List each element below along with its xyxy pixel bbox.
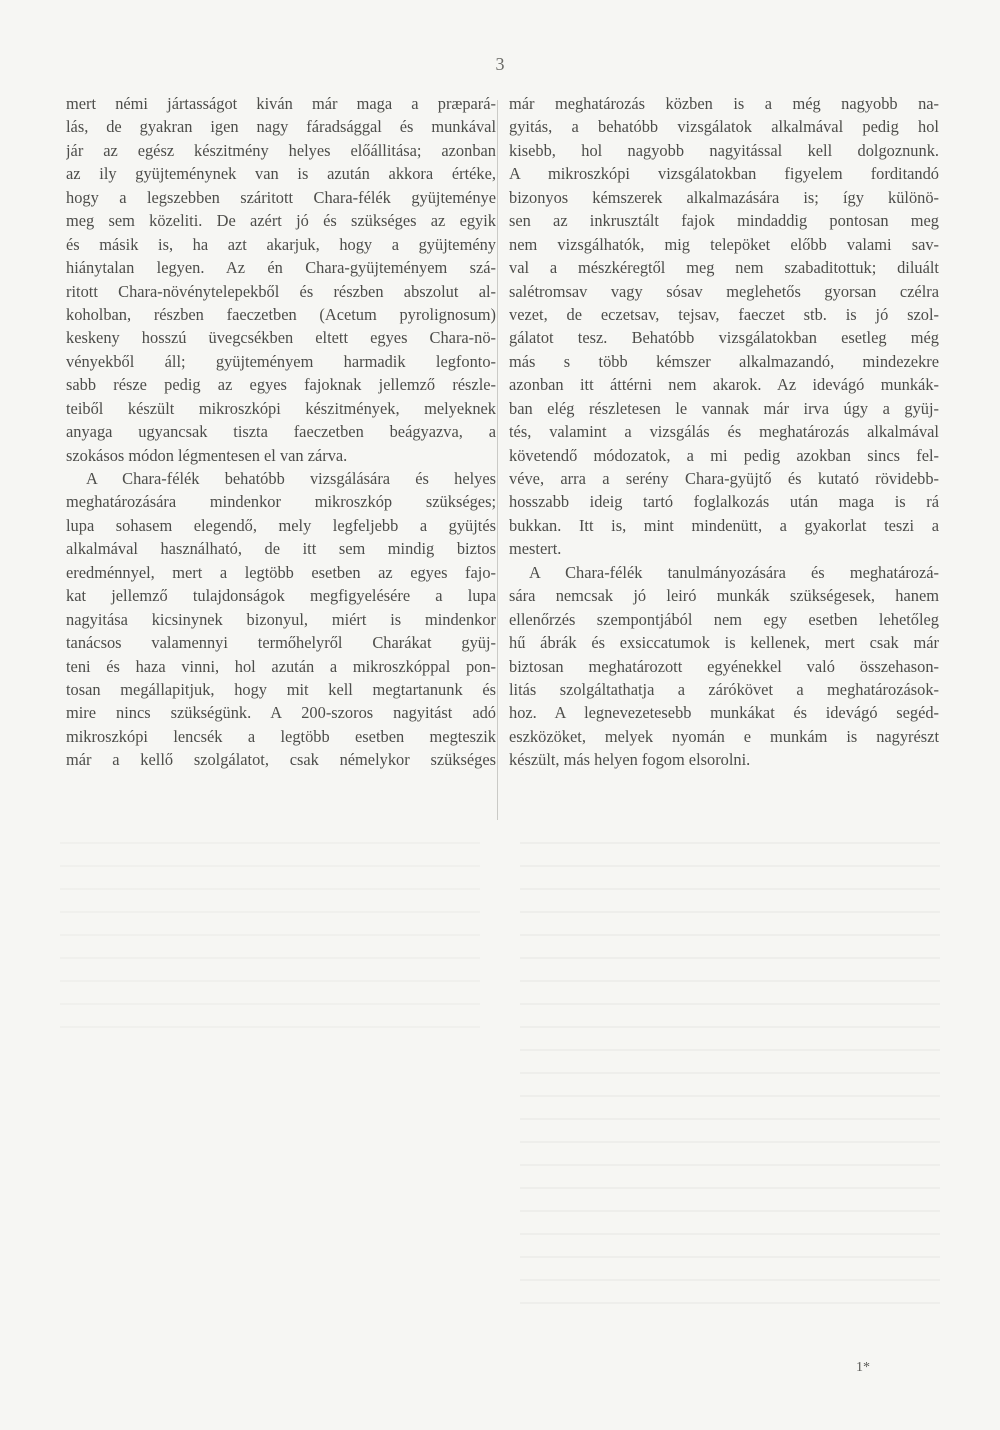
text-line: kat jellemző tulajdonságok megfigyelésére a lupa xyxy=(66,586,496,606)
text-line: A Chara-félék tanulmányozására és meghatározá- xyxy=(529,562,939,582)
text-line: biztosan meghatározott egyénekkel való összehason- xyxy=(509,656,939,676)
text-line: lupa sohasem elegendő, mely legfeljebb a gyüjtés xyxy=(66,515,496,535)
text-line: véve, arra a serény Chara-gyüjtő és kutató rövidebb- xyxy=(509,469,939,488)
text-line: az ily gyüjteménynek van is azután akkora értéke, xyxy=(66,164,496,184)
text-line: sen az inkrusztált fajok mindaddig pontosan meg xyxy=(509,211,939,231)
text-line: és másik is, ha azt akarjuk, hogy a gyüjtemény xyxy=(66,234,496,254)
text-line: mire nincs szükségünk. A 200-szoros nagyitást adó xyxy=(66,703,496,723)
text-line: eredménnyel, mert a legtöbb esetben az egyes fajo- xyxy=(66,562,496,582)
text-line: tanácsos valamennyi termőhelyről Charákat gyüj- xyxy=(66,633,496,653)
text-line: ban elég részletesen le vannak már irva úgy a gyüj- xyxy=(509,398,939,418)
text-line: mestert. xyxy=(509,539,562,559)
left-text-column xyxy=(66,92,496,772)
text-line: szokásos módon légmentesen el van zárva. xyxy=(66,445,348,465)
text-line: hiánytalan legyen. Az én Chara-gyüjteményem szá- xyxy=(66,258,496,278)
page-number: 3 xyxy=(495,54,505,74)
text-line: tosan megállapitjuk, hogy mit kell megtartanunk és xyxy=(66,679,496,699)
text-line: meg sem közeliti. De azért jó és szükséges az egyik xyxy=(66,211,496,231)
text-line: val a mészkéregtől meg nem szabaditottuk; diluált xyxy=(509,258,939,278)
text-line: meghatározására mindenkor mikroszkóp szükséges; xyxy=(66,492,496,512)
text-line: anyaga ugyancsak tiszta faeczetben beágyazva, a xyxy=(66,422,496,442)
text-line: eszközöket, melyek nyomán e munkám is nagyrészt xyxy=(509,726,939,746)
text-line: bukkan. Itt is, mint mindenütt, a gyakorlat teszi a xyxy=(509,515,939,535)
show-through-texture-left xyxy=(60,830,480,1030)
text-line: sabb része pedig az egyes fajoknak jellemző részle- xyxy=(66,375,496,395)
text-line: vezet, de eczetsav, tejsav, faeczet stb. is jó szol- xyxy=(509,304,939,324)
text-line: A mikroszkópi vizsgálatokban figyelem forditandó xyxy=(509,164,939,184)
text-line: keskeny hosszú üvegcsékben eltett egyes Chara-nö- xyxy=(66,328,496,348)
text-line: más s több kémszer alkalmazandó, mindezekre xyxy=(509,351,939,371)
text-line: lás, de gyakran igen nagy fáradsággal és munkával xyxy=(66,117,496,137)
text-line: teni és haza vinni, hol azután a mikroszkóppal pon- xyxy=(66,656,496,676)
text-line: teiből készült mikroszkópi készitmények, melyeknek xyxy=(66,398,496,418)
text-line: gálatot tesz. Behatóbb vizsgálatokban esetleg még xyxy=(509,328,939,348)
text-line: sára nemcsak jó leiró munkák szükségesek, hanem xyxy=(509,586,939,606)
show-through-texture xyxy=(520,830,940,1310)
text-line: hoz. A legnevezetesebb munkákat és idevágó segéd- xyxy=(509,703,939,723)
text-line: már a kellő szolgálatot, csak némelykor szükséges xyxy=(66,750,496,770)
text-line: vényekből áll; gyüjteményem harmadik legfonto- xyxy=(66,351,496,371)
text-line: követendő módozatok, a mi pedig azokban sincs fel- xyxy=(509,445,939,465)
text-line: hű ábrák és exsiccatumok is kellenek, mert csak már xyxy=(509,633,939,653)
text-line: nagyitása kicsinynek bizonyul, miért is mindenkor xyxy=(66,609,496,629)
column-divider xyxy=(497,100,498,820)
text-line: tés, valamint a vizsgálás és meghatározás alkalmával xyxy=(509,422,939,442)
text-line: ritott Chara-növénytelepekből és részben abszolut al- xyxy=(66,281,496,301)
text-line: jár az egész készitmény helyes előállitása; azonban xyxy=(66,140,496,160)
text-line: bizonyos kémszerek alkalmazására is; így különö- xyxy=(509,187,939,207)
text-line: nem vizsgálhatók, mig telepöket előbb valami sav- xyxy=(509,234,939,254)
text-line: koholban, részben faeczetben (Acetum pyrolignosum) xyxy=(66,304,496,324)
signature-mark: 1* xyxy=(856,1360,870,1375)
text-line: ellenőrzés szempontjából nem egy esetben lehetőleg xyxy=(509,609,939,629)
text-line: A Chara-félék behatóbb vizsgálására és helyes xyxy=(86,469,496,488)
text-line: készült, más helyen fogom elsorolni. xyxy=(509,750,751,770)
text-line: litás szolgáltathatja a zárókövet a meghatározások- xyxy=(509,679,939,699)
text-line: salétromsav vagy sósav meglehetős gyorsan czélra xyxy=(509,281,939,301)
text-line: alkalmával használható, de itt sem mindig biztos xyxy=(66,539,496,559)
text-line: hosszabb ideig tartó foglalkozás után maga is rá xyxy=(509,492,939,512)
text-line: mikroszkópi lencsék a legtöbb esetben megteszik xyxy=(66,726,496,746)
text-line: gyitás, a behatóbb vizsgálatok alkalmával pedig hol xyxy=(509,117,939,137)
text-line: azonban itt áttérni nem akarok. Az idevágó munkák- xyxy=(509,375,939,395)
text-line: kisebb, hol nagyobb nagyitással kell dolgoznunk. xyxy=(509,140,939,160)
text-line: mert némi jártasságot kiván már maga a præpará- xyxy=(66,94,496,113)
right-text-column xyxy=(509,92,939,772)
text-line: már meghatározás közben is a még nagyobb na- xyxy=(509,94,939,113)
text-line: hogy a legszebben száritott Chara-félék gyüjteménye xyxy=(66,187,496,207)
